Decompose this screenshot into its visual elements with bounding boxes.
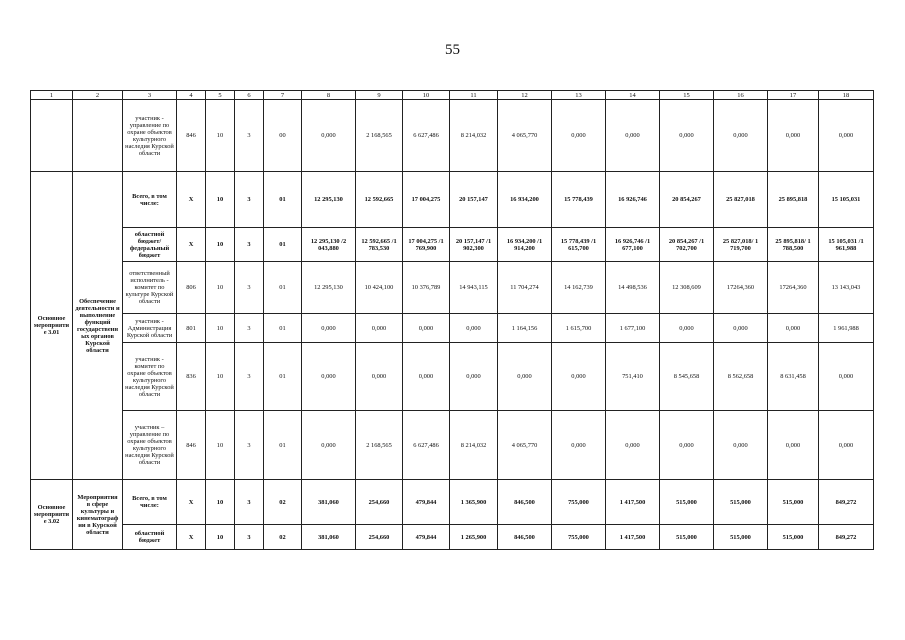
table-cell: 0,000	[819, 100, 874, 172]
table-cell: 20 854,267 /1 702,700	[660, 228, 714, 262]
table-cell: 1 265,900	[450, 525, 498, 550]
col-header: 16	[714, 91, 768, 100]
table-cell: 20 157,147 /1 902,300	[450, 228, 498, 262]
table-cell: 17 004,275	[403, 172, 450, 228]
table-cell: 479,844	[403, 525, 450, 550]
table-cell: 0,000	[714, 314, 768, 343]
table-row	[31, 480, 874, 525]
table-cell: 01	[264, 343, 302, 411]
table-cell: 12 592,665 /1 783,530	[356, 228, 403, 262]
col-header: 5	[206, 91, 235, 100]
table-cell: 10	[206, 262, 235, 314]
col-header: 1	[31, 91, 73, 100]
table-cell: 8 631,458	[768, 343, 819, 411]
table-cell: 02	[264, 480, 302, 525]
table-cell: 0,000	[768, 100, 819, 172]
table-cell: 0,000	[660, 411, 714, 480]
table-cell: 14 162,739	[552, 262, 606, 314]
table-cell: Х	[177, 480, 206, 525]
table-cell: 3	[235, 262, 264, 314]
table-cell: 10	[206, 100, 235, 172]
table-cell	[73, 100, 123, 172]
table-row	[31, 100, 874, 172]
table-cell: 10	[206, 343, 235, 411]
table-cell: 1 677,100	[606, 314, 660, 343]
table-cell: 4 065,770	[498, 411, 552, 480]
table-cell: 0,000	[606, 411, 660, 480]
col-header: 3	[123, 91, 177, 100]
table-cell: 16 934,200	[498, 172, 552, 228]
table-cell: 01	[264, 228, 302, 262]
table-cell: 1 615,700	[552, 314, 606, 343]
participant-cell: участник - комитет по охране объектов культурного наследия Курской области	[123, 343, 177, 411]
table-row	[31, 262, 874, 314]
table-cell: 16 926,746	[606, 172, 660, 228]
table-cell: 16 934,200 /1 914,200	[498, 228, 552, 262]
table-cell: 3	[235, 314, 264, 343]
table-cell: 14 943,115	[450, 262, 498, 314]
col-header: 12	[498, 91, 552, 100]
col-header: 14	[606, 91, 660, 100]
table-cell: 0,000	[403, 314, 450, 343]
participant-cell: областной бюджет	[123, 525, 177, 550]
table-cell: 8 562,658	[714, 343, 768, 411]
table-cell: 846	[177, 100, 206, 172]
table-cell: 515,000	[768, 525, 819, 550]
table-cell: 849,272	[819, 480, 874, 525]
table-cell: 3	[235, 343, 264, 411]
table-cell: 4 065,770	[498, 100, 552, 172]
participant-cell: участник - Администрация Курской области	[123, 314, 177, 343]
table-cell: Х	[177, 172, 206, 228]
table-cell: 8 214,032	[450, 411, 498, 480]
table-cell: 10	[206, 314, 235, 343]
table-cell: 25 827,018	[714, 172, 768, 228]
table-row	[31, 172, 874, 228]
table-cell: 8 545,658	[660, 343, 714, 411]
table-cell: 20 854,267	[660, 172, 714, 228]
table-cell: 17 004,275 /1 769,900	[403, 228, 450, 262]
table-cell: 12 308,609	[660, 262, 714, 314]
table-cell: 381,060	[302, 480, 356, 525]
table-cell: 00	[264, 100, 302, 172]
table-cell: 515,000	[768, 480, 819, 525]
table-row	[31, 525, 874, 550]
table-cell: 17264,360	[714, 262, 768, 314]
activity-title-cell: Обеспечение деятельности и выполнение функций государственных органов Курской области	[73, 172, 123, 480]
table-cell: 0,000	[302, 411, 356, 480]
participant-cell: участник - управление по охране объектов культурного наследия Курской области	[123, 100, 177, 172]
table-cell: 254,660	[356, 480, 403, 525]
table-cell: 806	[177, 262, 206, 314]
col-header: 17	[768, 91, 819, 100]
table-cell: 25 895,818	[768, 172, 819, 228]
table-cell: 515,000	[714, 525, 768, 550]
table-cell: 0,000	[714, 100, 768, 172]
table-cell: 0,000	[403, 343, 450, 411]
table-cell: 10 376,789	[403, 262, 450, 314]
table-cell: 15 778,439 /1 615,700	[552, 228, 606, 262]
budget-table	[30, 90, 874, 550]
table-cell: 1 961,988	[819, 314, 874, 343]
col-header: 2	[73, 91, 123, 100]
table-cell: 0,000	[450, 343, 498, 411]
table-cell: 801	[177, 314, 206, 343]
table-cell: 17264,360	[768, 262, 819, 314]
table-cell: 0,000	[356, 343, 403, 411]
table-cell: 849,272	[819, 525, 874, 550]
table-row	[31, 343, 874, 411]
table-cell: 0,000	[660, 100, 714, 172]
table-cell: Х	[177, 525, 206, 550]
table-cell: 381,060	[302, 525, 356, 550]
table-cell: 1 365,900	[450, 480, 498, 525]
table-cell: 6 627,486	[403, 411, 450, 480]
table-cell: 8 214,032	[450, 100, 498, 172]
table-cell: 3	[235, 228, 264, 262]
table-cell: 846,500	[498, 525, 552, 550]
page-number: 55	[445, 42, 460, 58]
table-cell: 2 168,565	[356, 411, 403, 480]
table-cell: 0,000	[302, 343, 356, 411]
table-cell: 515,000	[660, 480, 714, 525]
table-cell: 15 105,031 /1 961,988	[819, 228, 874, 262]
table-cell: 1 417,500	[606, 480, 660, 525]
col-header: 15	[660, 91, 714, 100]
table-cell: 01	[264, 262, 302, 314]
table-cell: 10 424,100	[356, 262, 403, 314]
table-cell: 515,000	[714, 480, 768, 525]
table-cell: 13 143,043	[819, 262, 874, 314]
table-cell: 0,000	[498, 343, 552, 411]
table-cell: 10	[206, 172, 235, 228]
table-row	[31, 228, 874, 262]
table-cell: 12 295,130	[302, 262, 356, 314]
table-cell: 10	[206, 411, 235, 480]
col-header: 18	[819, 91, 874, 100]
table-cell: 0,000	[552, 343, 606, 411]
table-cell: 10	[206, 228, 235, 262]
table-cell: 25 895,818/ 1 788,500	[768, 228, 819, 262]
table-cell: 01	[264, 172, 302, 228]
table-cell: 0,000	[450, 314, 498, 343]
table-cell: 836	[177, 343, 206, 411]
table-cell: 1 164,156	[498, 314, 552, 343]
table-cell: 755,000	[552, 525, 606, 550]
table-cell: 0,000	[660, 314, 714, 343]
activity-number-cell: Основное мероприятие 3.02	[31, 480, 73, 550]
activity-title-cell: Мероприятия в сфере культуры и кинематографии в Курской области	[73, 480, 123, 550]
table-cell: 0,000	[302, 100, 356, 172]
col-header: 9	[356, 91, 403, 100]
col-header: 4	[177, 91, 206, 100]
table-cell: 2 168,565	[356, 100, 403, 172]
participant-cell: Всего, в том числе:	[123, 172, 177, 228]
table-cell: 3	[235, 172, 264, 228]
activity-number-cell: Основное мероприятие 3.01	[31, 172, 73, 480]
table-cell: 0,000	[356, 314, 403, 343]
table-cell: 01	[264, 314, 302, 343]
table-cell: 479,844	[403, 480, 450, 525]
col-header: 8	[302, 91, 356, 100]
table-cell: 20 157,147	[450, 172, 498, 228]
table-cell: 0,000	[819, 343, 874, 411]
table-cell: 0,000	[768, 411, 819, 480]
table-cell: 16 926,746 /1 677,100	[606, 228, 660, 262]
table-cell: 0,000	[302, 314, 356, 343]
table-cell: 0,000	[552, 100, 606, 172]
table-cell: 15 105,031	[819, 172, 874, 228]
table-cell	[31, 100, 73, 172]
table-cell: Х	[177, 228, 206, 262]
table-cell: 846,500	[498, 480, 552, 525]
table-cell: 11 704,274	[498, 262, 552, 314]
participant-cell: участник – управление по охране объектов культурного наследия Курской области	[123, 411, 177, 480]
table-cell: 751,410	[606, 343, 660, 411]
col-header: 6	[235, 91, 264, 100]
table-cell: 10	[206, 525, 235, 550]
col-header: 7	[264, 91, 302, 100]
table-cell: 12 592,665	[356, 172, 403, 228]
participant-cell: областной бюджет/ федеральный бюджет	[123, 228, 177, 262]
table-cell: 3	[235, 100, 264, 172]
table-cell: 02	[264, 525, 302, 550]
table-cell: 3	[235, 411, 264, 480]
table-cell: 0,000	[606, 100, 660, 172]
col-header: 11	[450, 91, 498, 100]
table-cell: 0,000	[714, 411, 768, 480]
table-cell: 846	[177, 411, 206, 480]
table-cell: 0,000	[552, 411, 606, 480]
table-row	[31, 411, 874, 480]
table-cell: 12 295,130	[302, 172, 356, 228]
table-cell: 3	[235, 480, 264, 525]
col-header: 10	[403, 91, 450, 100]
table-cell: 515,000	[660, 525, 714, 550]
table-cell: 254,660	[356, 525, 403, 550]
table-cell: 01	[264, 411, 302, 480]
table-cell: 6 627,486	[403, 100, 450, 172]
table-cell: 3	[235, 525, 264, 550]
table-cell: 15 778,439	[552, 172, 606, 228]
col-header: 13	[552, 91, 606, 100]
header-row	[31, 91, 874, 100]
table-cell: 755,000	[552, 480, 606, 525]
table-cell: 10	[206, 480, 235, 525]
table-cell: 14 498,536	[606, 262, 660, 314]
table-cell: 12 295,130 /2 043,880	[302, 228, 356, 262]
table-cell: 25 827,018/ 1 719,700	[714, 228, 768, 262]
table-cell: 1 417,500	[606, 525, 660, 550]
table-row	[31, 314, 874, 343]
table-cell: 0,000	[819, 411, 874, 480]
participant-cell: ответственный исполнитель - комитет по культуре Курской области	[123, 262, 177, 314]
table-cell: 0,000	[768, 314, 819, 343]
participant-cell: Всего, в том числе:	[123, 480, 177, 525]
